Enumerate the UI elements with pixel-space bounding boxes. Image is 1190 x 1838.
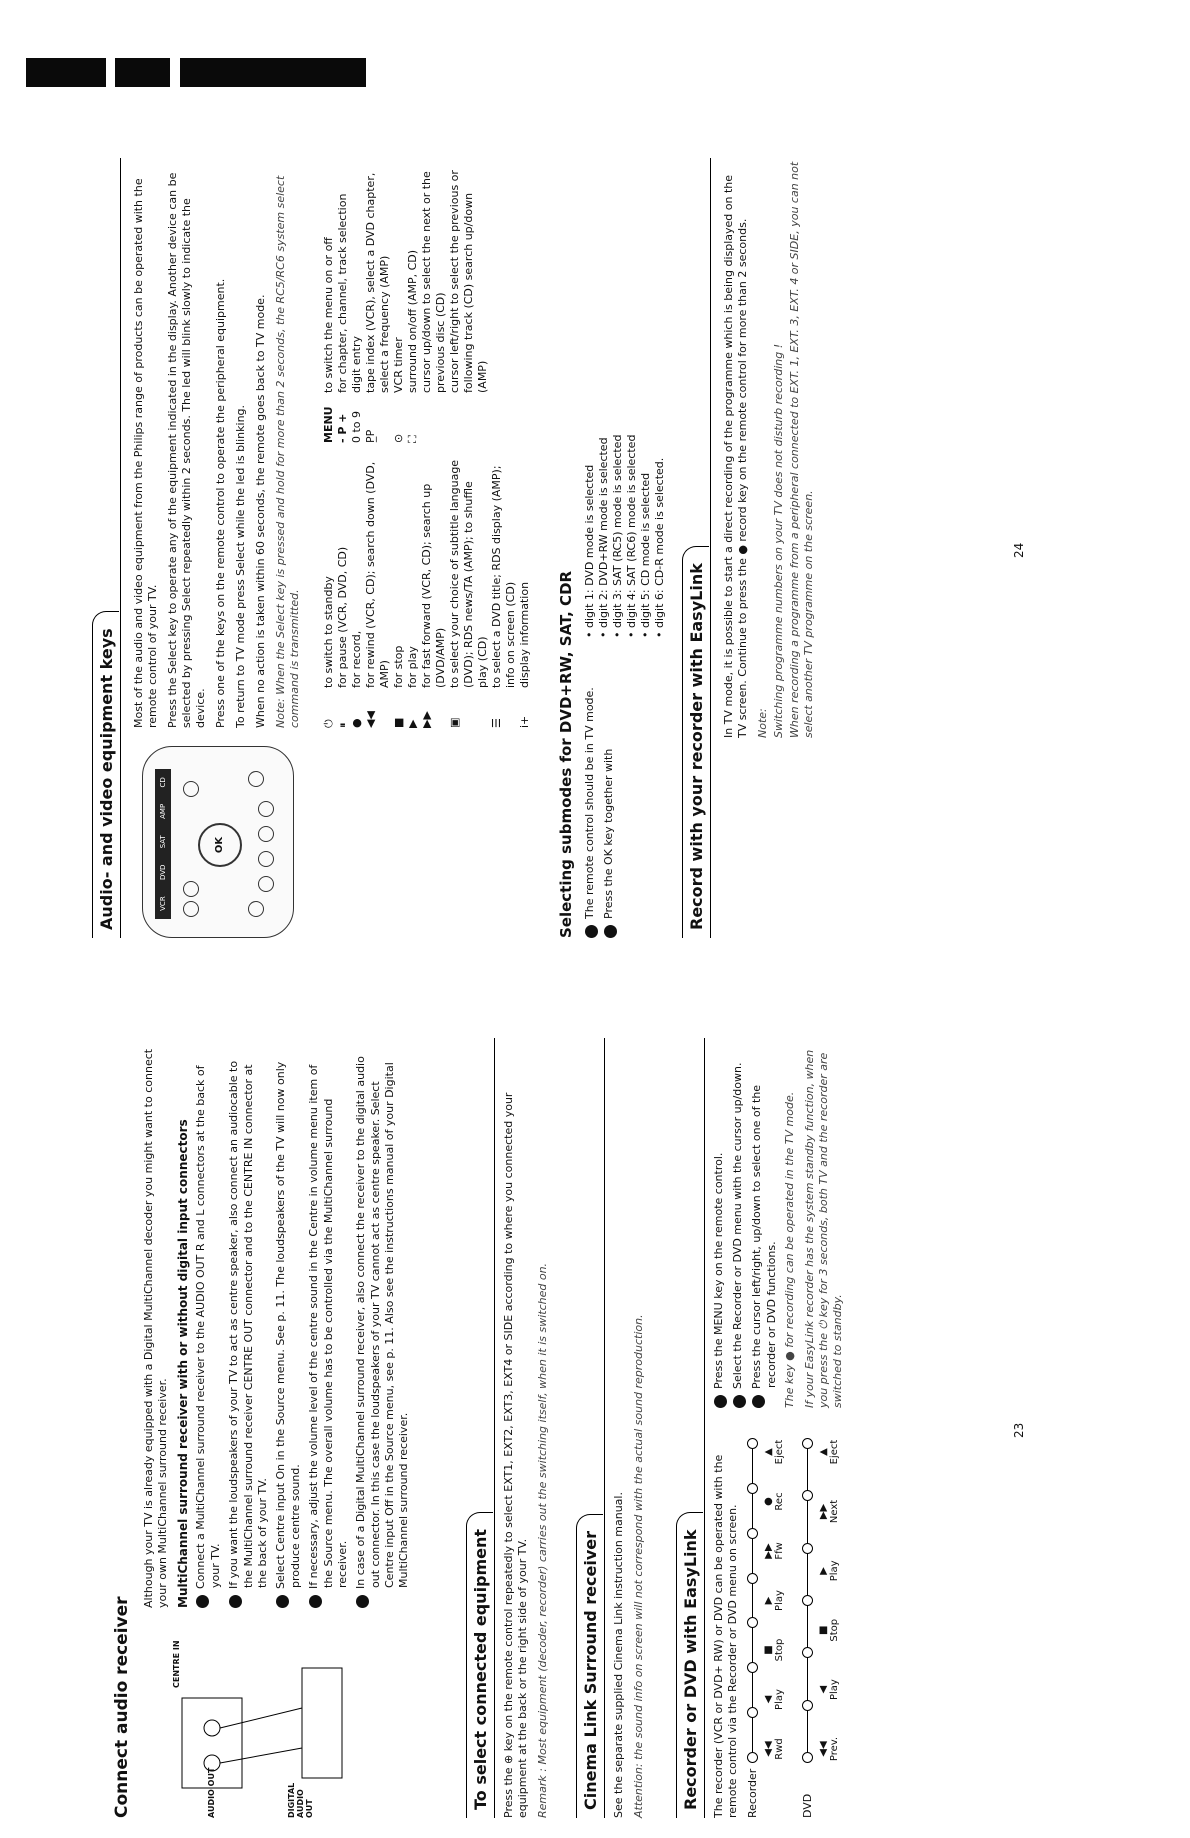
record-note-2: When recording a programme from a peripheral connected to EXT. 1, EXT. 3, EXT. 4 or SIDE, you can not select another TV programme on the screen. — [788, 161, 815, 738]
connect-audio-intro: Although your TV is already equipped with a Digital MultiChannel decoder you might want to connect your own MultiChannel surround receiver. — [142, 1048, 169, 1608]
submodes-body — [583, 158, 667, 945]
recorder-key: ◀◀ Rwd — [763, 1738, 785, 1760]
remote-button — [248, 771, 264, 787]
key-row — [420, 158, 448, 443]
key-description: to switch the menu on or off — [322, 237, 335, 393]
key-symbol: ▶▶ — [420, 711, 433, 728]
connect-audio-title: Connect audio receiver — [112, 1596, 132, 1818]
remote-button — [258, 876, 274, 892]
recorder-key: ▲ Eject — [763, 1439, 785, 1465]
key-description: to select a DVD title; RDS display (AMP); info on screen (CD) — [490, 465, 517, 688]
keys-right-column — [322, 158, 490, 443]
select-equipment-title: To select connected equipment — [466, 1512, 493, 1818]
key-row — [336, 158, 350, 443]
key-description: VCR timer — [392, 337, 405, 393]
key-symbol: ▶ — [406, 719, 419, 728]
step-text: If necessary, adjust the volume level of the centre sound in the Centre in volume menu item of the Source menu. The overall volume has to be controlled via the MultiChannel surround receiver. — [307, 1064, 349, 1589]
key-symbol — [448, 393, 490, 443]
dvd-key: ■ Stop — [818, 1618, 840, 1642]
key-symbol: ⛶ — [406, 435, 419, 443]
key-description: tape index (VCR), select a DVD chapter, select a frequency (AMP) — [364, 172, 391, 393]
dvd-key: ▲ Eject — [818, 1439, 840, 1465]
key-row — [448, 458, 490, 728]
step-text: The remote control should be in TV mode. — [583, 687, 596, 919]
audio-video-text — [132, 158, 308, 728]
step-4 — [307, 1048, 350, 1615]
digit-text: digit 5: CD mode is selected — [639, 472, 652, 628]
key-description: digit entry — [350, 336, 363, 393]
timeline-dots — [802, 1438, 813, 1763]
key-symbol: ■ — [392, 717, 405, 728]
step-number: 5 — [356, 1595, 369, 1608]
recorder-dvd-right — [712, 1038, 851, 1415]
step-text: Press the MENU key on the remote control. — [712, 1152, 725, 1389]
remote-ok-button: OK — [198, 823, 242, 867]
recorder-note-1: The key ● for recording can be operated in the TV mode. — [783, 1091, 796, 1408]
step-3 — [750, 1038, 779, 1415]
key-description: cursor up/down to select the next or the previous disc (CD) — [420, 171, 447, 393]
select-equipment-remark: Remark : Most equipment (decoder, recorder) carries out the switching itself, when it is switched on. — [536, 1262, 549, 1818]
remote-control-illustration — [142, 746, 294, 938]
cinema-link-body — [612, 1038, 652, 1818]
multichannel-subtitle: MultiChannel surround receiver with or without digital input connectors — [176, 1119, 190, 1608]
digit-item: • digit 1: DVD mode is selected — [583, 464, 596, 638]
record-note-1: Switching programme numbers on your TV does not disturb recording ! — [772, 343, 785, 738]
record-easylink-text: In TV mode, it is possible to start a direct recording of the programme which is being displayed on the TV screen. Continue to press the ● record key on the remote control for more than 2 seconds. — [722, 174, 749, 738]
key-description: cursor left/right to select the previous or following track (CD) search up/down (AMP) — [448, 170, 489, 393]
recorder-key: ▶ Play — [763, 1590, 785, 1611]
header-bar-2 — [115, 58, 170, 87]
key-symbol: i+ — [518, 715, 531, 728]
step-number: 2 — [733, 1395, 746, 1408]
digit-item: • digit 4: SAT (RC6) mode is selected — [625, 434, 638, 638]
select-equipment-text: Press the ⊕ key on the remote control repeatedly to select EXT1, EXT2, EXT3, EXT4 or SIDE according to where you connected your equipment at the back or the right side of your TV. — [502, 1092, 529, 1818]
submodes-section — [557, 158, 667, 945]
digit-text: digit 3: SAT (RC5) mode is selected — [611, 434, 624, 628]
remote-button — [183, 881, 199, 897]
key-row — [350, 458, 364, 728]
record-note-label: Note: — [756, 708, 769, 738]
step-text: In case of a Digital MultiChannel surround receiver, also connect the receiver to the digital audio out connector. In this case the loudspeakers of your TV cannot act as centre speaker. Select Centre input Off in the Source menu, see p. 11. Also see the instructions manual of your Digital MultiChannel surround receiver. — [354, 1056, 410, 1589]
cinema-link-text: See the separate supplied Cinema Link instruction manual. — [612, 1492, 625, 1818]
record-easylink-body — [722, 158, 822, 738]
key-description: for play — [406, 646, 419, 688]
key-description: surround on/off (AMP, CD) — [406, 249, 419, 393]
timeline-dots — [747, 1438, 758, 1763]
key-symbol: ▣ — [448, 717, 461, 728]
diagram-label-centre-in: CENTRE IN — [172, 1640, 181, 1688]
key-row — [392, 458, 406, 728]
rotated-spread — [92, 138, 1032, 1838]
submodes-digits — [583, 435, 667, 638]
cinema-link-title: Cinema Link Surround receiver — [576, 1514, 603, 1818]
key-row — [364, 158, 392, 443]
timeline-line — [807, 1438, 808, 1763]
remote-button — [258, 851, 274, 867]
remote-mode-label: VCR — [159, 896, 167, 911]
key-description: for fast forward (VCR, CD); search up (DVD/AMP) — [420, 483, 447, 688]
remote-mode-strip — [155, 769, 171, 919]
key-row — [350, 158, 364, 443]
audio-video-para-3: To return to TV mode press Select while the led is blinking. — [234, 404, 247, 728]
recorder-key: ▶▶ Ffw — [763, 1542, 785, 1560]
key-symbol: 0 to 9 — [350, 410, 363, 443]
diagram-label-digital-audio-out: DIGITAL AUDIO OUT — [287, 1782, 314, 1818]
page-number-24: 24 — [1012, 542, 1026, 558]
key-row — [448, 158, 490, 443]
step-1 — [712, 1038, 727, 1415]
key-description: for chapter, channel, track selection — [336, 193, 349, 393]
audio-video-title: Audio- and video equipment keys — [92, 611, 119, 938]
digit-item: • digit 3: SAT (RC5) mode is selected — [611, 434, 624, 638]
dvd-keys — [818, 1438, 840, 1763]
submodes-steps — [583, 638, 667, 945]
section-rule — [710, 158, 711, 938]
key-row — [406, 458, 420, 728]
key-description: to switch to standby — [322, 576, 335, 688]
remote-mode-label: AMP — [159, 803, 167, 819]
section-rule — [604, 1038, 605, 1818]
key-row — [322, 458, 336, 728]
key-symbol: P̲P — [364, 429, 377, 443]
key-row — [392, 158, 406, 443]
digit-text: digit 6: CD-R mode is selected. — [653, 457, 666, 628]
audio-video-intro: Most of the audio and video equipment from the Philips range of products can be operated with the remote control of your TV. — [132, 178, 159, 728]
section-rule — [120, 158, 121, 938]
step-1 — [583, 638, 598, 945]
recorder-dvd-title: Recorder or DVD with EasyLink — [676, 1512, 703, 1818]
digit-item: • digit 5: CD mode is selected — [639, 472, 652, 638]
key-symbol: ● — [350, 718, 363, 728]
key-description: display information — [518, 581, 531, 688]
dvd-label: DVD — [801, 1793, 814, 1818]
audio-video-para-1: Press the Select key to operate any of the equipment indicated in the display. Another device can be selected by pressing Select repeatedly within 2 seconds. The led will blink slowly to indicate the device. — [166, 172, 207, 728]
audio-video-para-2: Press one of the keys on the remote control to operate the peripheral equipment. — [214, 278, 227, 728]
page-23 — [92, 1018, 1032, 1838]
header-bar-1 — [26, 58, 106, 87]
step-text: Select Centre input On in the Source menu. See p. 11. The loudspeakers of the TV will now only produce centre sound. — [274, 1061, 302, 1589]
key-symbol: - P + — [336, 413, 349, 443]
dvd-key: ◀◀ Prev. — [818, 1736, 840, 1762]
key-row — [336, 458, 350, 728]
key-symbol: ⊙ — [392, 433, 405, 443]
step-number: 1 — [714, 1395, 727, 1408]
digit-item: • digit 2: DVD+RW mode is selected — [597, 437, 610, 638]
step-number: 4 — [309, 1595, 322, 1608]
key-row — [420, 458, 448, 728]
step-2 — [602, 638, 617, 945]
audio-video-para-4: When no action is taken within 60 seconds, the remote goes back to TV mode. — [254, 294, 267, 728]
connect-audio-text — [142, 1048, 415, 1615]
key-symbol — [420, 393, 448, 443]
remote-mode-label: CD — [159, 777, 167, 788]
key-symbol: ⏻ — [322, 719, 335, 728]
recorder-keys — [763, 1438, 785, 1763]
digit-text: digit 1: DVD mode is selected — [583, 464, 596, 628]
step-5 — [354, 1048, 411, 1615]
remote-button — [183, 781, 199, 797]
step-text: If you want the loudspeakers of your TV to act as centre speaker, also connect an audiocable to the MultiChannel surround receiver CENTRE OUT connector and to the CENTRE IN connector at the back of your TV. — [227, 1060, 269, 1589]
digit-text: digit 4: SAT (RC6) mode is selected — [625, 434, 638, 628]
recorder-note-2: If your EasyLink recorder has the system standby function, when you press the ⏻ key for 3 seconds, both TV and the recorder are switched to standby. — [803, 1049, 844, 1408]
key-description: for pause (VCR, DVD, CD) — [336, 546, 349, 688]
remote-mode-label: SAT — [159, 835, 167, 849]
dvd-key: ◀ Play — [818, 1679, 840, 1701]
step-text: Select the Recorder or DVD menu with the cursor up/down. — [731, 1062, 744, 1389]
step-3 — [274, 1048, 303, 1615]
select-equipment-body — [502, 1038, 556, 1818]
page-24 — [92, 138, 1032, 958]
key-description: for stop — [392, 645, 405, 688]
digit-text: digit 2: DVD+RW mode is selected — [597, 437, 610, 628]
dvd-key: ▶ Play — [818, 1560, 840, 1582]
step-number: 1 — [196, 1595, 209, 1608]
step-number: 2 — [604, 925, 617, 938]
key-description: for record, — [350, 630, 363, 688]
step-1 — [194, 1048, 223, 1615]
connect-audio-section — [112, 1038, 452, 1818]
key-symbol: MENU — [322, 406, 335, 443]
step-text: Press the cursor left/right, up/down to select one of the recorder or DVD functions. — [750, 1084, 778, 1389]
remote-button — [258, 801, 274, 817]
key-row — [322, 158, 336, 443]
key-symbol: ☰ — [490, 718, 503, 728]
key-symbol: ⏸ — [336, 722, 349, 728]
section-rule — [704, 1038, 705, 1818]
step-number: 1 — [585, 925, 598, 938]
key-symbol: ◀◀ — [364, 711, 377, 728]
audio-video-note: Note: When the Select key is pressed and hold for more than 2 seconds, the RC5/RC6 system select command is transmitted. — [274, 175, 301, 728]
record-easylink-title: Record with your recorder with EasyLink — [682, 546, 709, 938]
step-number: 3 — [752, 1395, 765, 1408]
key-description: to select your choice of subtitle language (DVD); RDS news/TA (AMP); to shuffle play (CD) — [448, 459, 489, 688]
remote-button — [183, 901, 199, 917]
digit-item: • digit 6: CD-R mode is selected. — [653, 457, 666, 638]
recorder-timeline — [746, 1428, 759, 1818]
recorder-dvd-intro: The recorder (VCR or DVD+ RW) or DVD can be operated with the remote control via the Recorder or DVD menu on screen. — [712, 1454, 739, 1818]
key-row — [364, 458, 392, 728]
key-row — [518, 458, 532, 728]
step-number: 3 — [276, 1595, 289, 1608]
dvd-key: ▶▶ Next — [818, 1499, 840, 1524]
recorder-key: ◀ Play — [763, 1689, 785, 1710]
recorder-label: Recorder — [746, 1768, 759, 1818]
step-2 — [731, 1038, 746, 1415]
step-2 — [227, 1048, 270, 1615]
timeline-line — [752, 1438, 753, 1763]
page-number-23: 23 — [1012, 1422, 1026, 1438]
recorder-key: ■ Stop — [763, 1638, 785, 1662]
key-description: for rewind (VCR, CD); search down (DVD, AMP) — [364, 461, 391, 688]
diagram-label-audio-out: AUDIO OUT — [207, 1767, 216, 1818]
remote-button — [248, 901, 264, 917]
dvd-timeline — [801, 1428, 814, 1818]
recorder-dvd-left — [712, 1428, 840, 1818]
key-row — [490, 458, 518, 728]
key-row — [406, 158, 420, 443]
step-text: Connect a MultiChannel surround receiver to the AUDIO OUT R and L connectors at the back of your TV. — [194, 1065, 222, 1589]
remote-mode-label: DVD — [159, 864, 167, 881]
audio-connection-diagram — [152, 1618, 372, 1818]
step-number: 2 — [229, 1595, 242, 1608]
remote-button — [258, 826, 274, 842]
recorder-key: ● Rec — [763, 1492, 785, 1511]
step-text: Press the OK key together with — [602, 748, 615, 919]
section-rule — [494, 1038, 495, 1818]
header-bar-3 — [180, 58, 366, 87]
submodes-title: Selecting submodes for DVD+RW, SAT, CDR — [557, 570, 575, 938]
cinema-link-attention: Attention: the sound info on screen will not correspond with the actual sound reproduction. — [632, 1314, 645, 1818]
keys-left-column — [322, 458, 532, 728]
